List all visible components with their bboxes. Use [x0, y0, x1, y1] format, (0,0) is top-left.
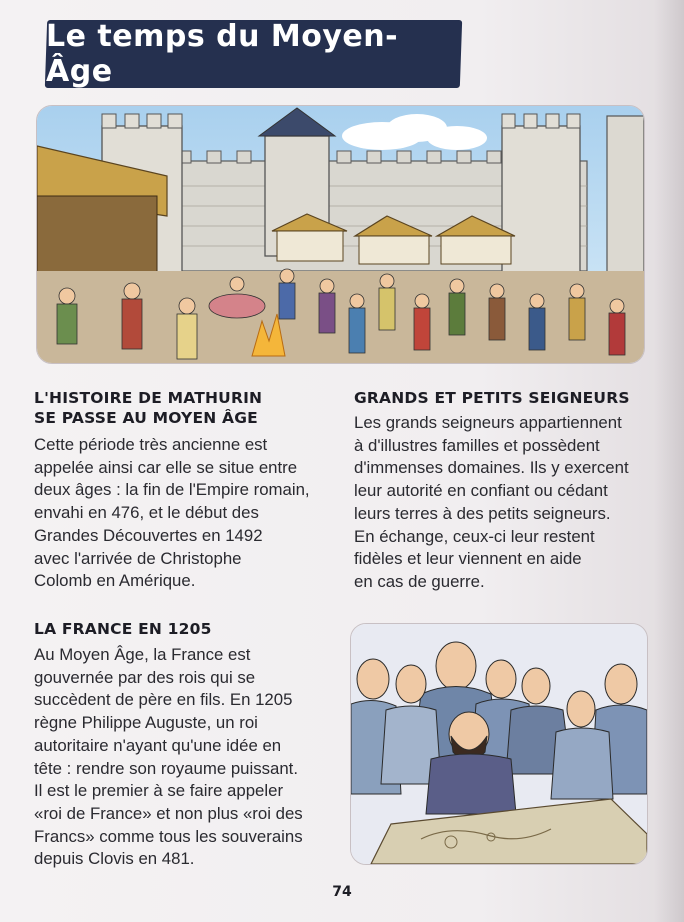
page-gutter-shadow — [654, 0, 684, 922]
body-line: envahi en 476, et le début des — [34, 503, 259, 523]
body-line: à d'illustres familles et possèdent — [354, 435, 600, 455]
body-line: Francs» comme tous les souverains — [34, 826, 303, 846]
page-number: 74 — [332, 884, 352, 900]
body-line: Les grands seigneurs appartiennent — [354, 413, 622, 432]
body-line: depuis Clovis en 481. — [34, 849, 195, 869]
section-heading-france-1205 — [34, 619, 334, 639]
council-drawing — [351, 624, 647, 864]
body-line: Colomb en Amérique. — [34, 571, 196, 591]
heading-line: SE PASSE AU MOYEN ÂGE — [34, 409, 258, 427]
body-line: Il est le premier à se faire appeler — [34, 781, 284, 801]
body-line: règne Philippe Auguste, un roi — [34, 713, 258, 733]
body-line: d'immenses domaines. Ils y exercent — [354, 458, 629, 478]
body-line: autoritaire n'ayant qu'une idée en — [34, 735, 282, 755]
body-line: «roi de France» et non plus «roi des — [34, 803, 303, 823]
body-line: appelée ainsi car elle se situe entre — [34, 457, 298, 477]
heading-line: LA FRANCE EN 1205 — [34, 620, 212, 638]
council-illustration — [350, 623, 648, 865]
body-line: deux âges : la fin de l'Empire romain, — [34, 480, 310, 500]
body-line: avec l'arrivée de Christophe — [34, 548, 242, 568]
body-line: Au Moyen Âge, la France est — [34, 645, 251, 664]
body-line: Grandes Découvertes en 1492 — [34, 525, 263, 545]
body-line: tête : rendre son royaume puissant. — [34, 758, 298, 778]
page-title: Le temps du Moyen-Âge — [46, 19, 399, 89]
section-body-mathurin — [34, 434, 334, 593]
section-heading-seigneurs — [354, 388, 654, 408]
section-heading-mathurin — [34, 388, 334, 428]
section-body-seigneurs — [354, 412, 644, 594]
body-line: fidèles et leur viennent en aide — [354, 549, 582, 569]
body-line: En échange, ceux-ci leur restent — [354, 526, 595, 546]
body-line: Cette période très ancienne est — [34, 435, 268, 454]
title-banner — [45, 20, 462, 88]
castle-courtyard-illustration — [36, 105, 645, 364]
heading-line: L'HISTOIRE DE MATHURIN — [34, 389, 263, 407]
section-body-france-1205 — [34, 644, 334, 871]
body-line: gouvernée par des rois qui se — [34, 667, 256, 687]
heading-line: GRANDS ET PETITS SEIGNEURS — [354, 389, 630, 407]
body-line: en cas de guerre. — [354, 571, 485, 591]
body-line: leurs terres à des petits seigneurs. — [354, 503, 611, 523]
body-line: leur autorité en confiant ou cédant — [354, 481, 608, 501]
body-line: succèdent de père en fils. En 1205 — [34, 690, 293, 710]
castle-courtyard-drawing — [37, 106, 644, 363]
